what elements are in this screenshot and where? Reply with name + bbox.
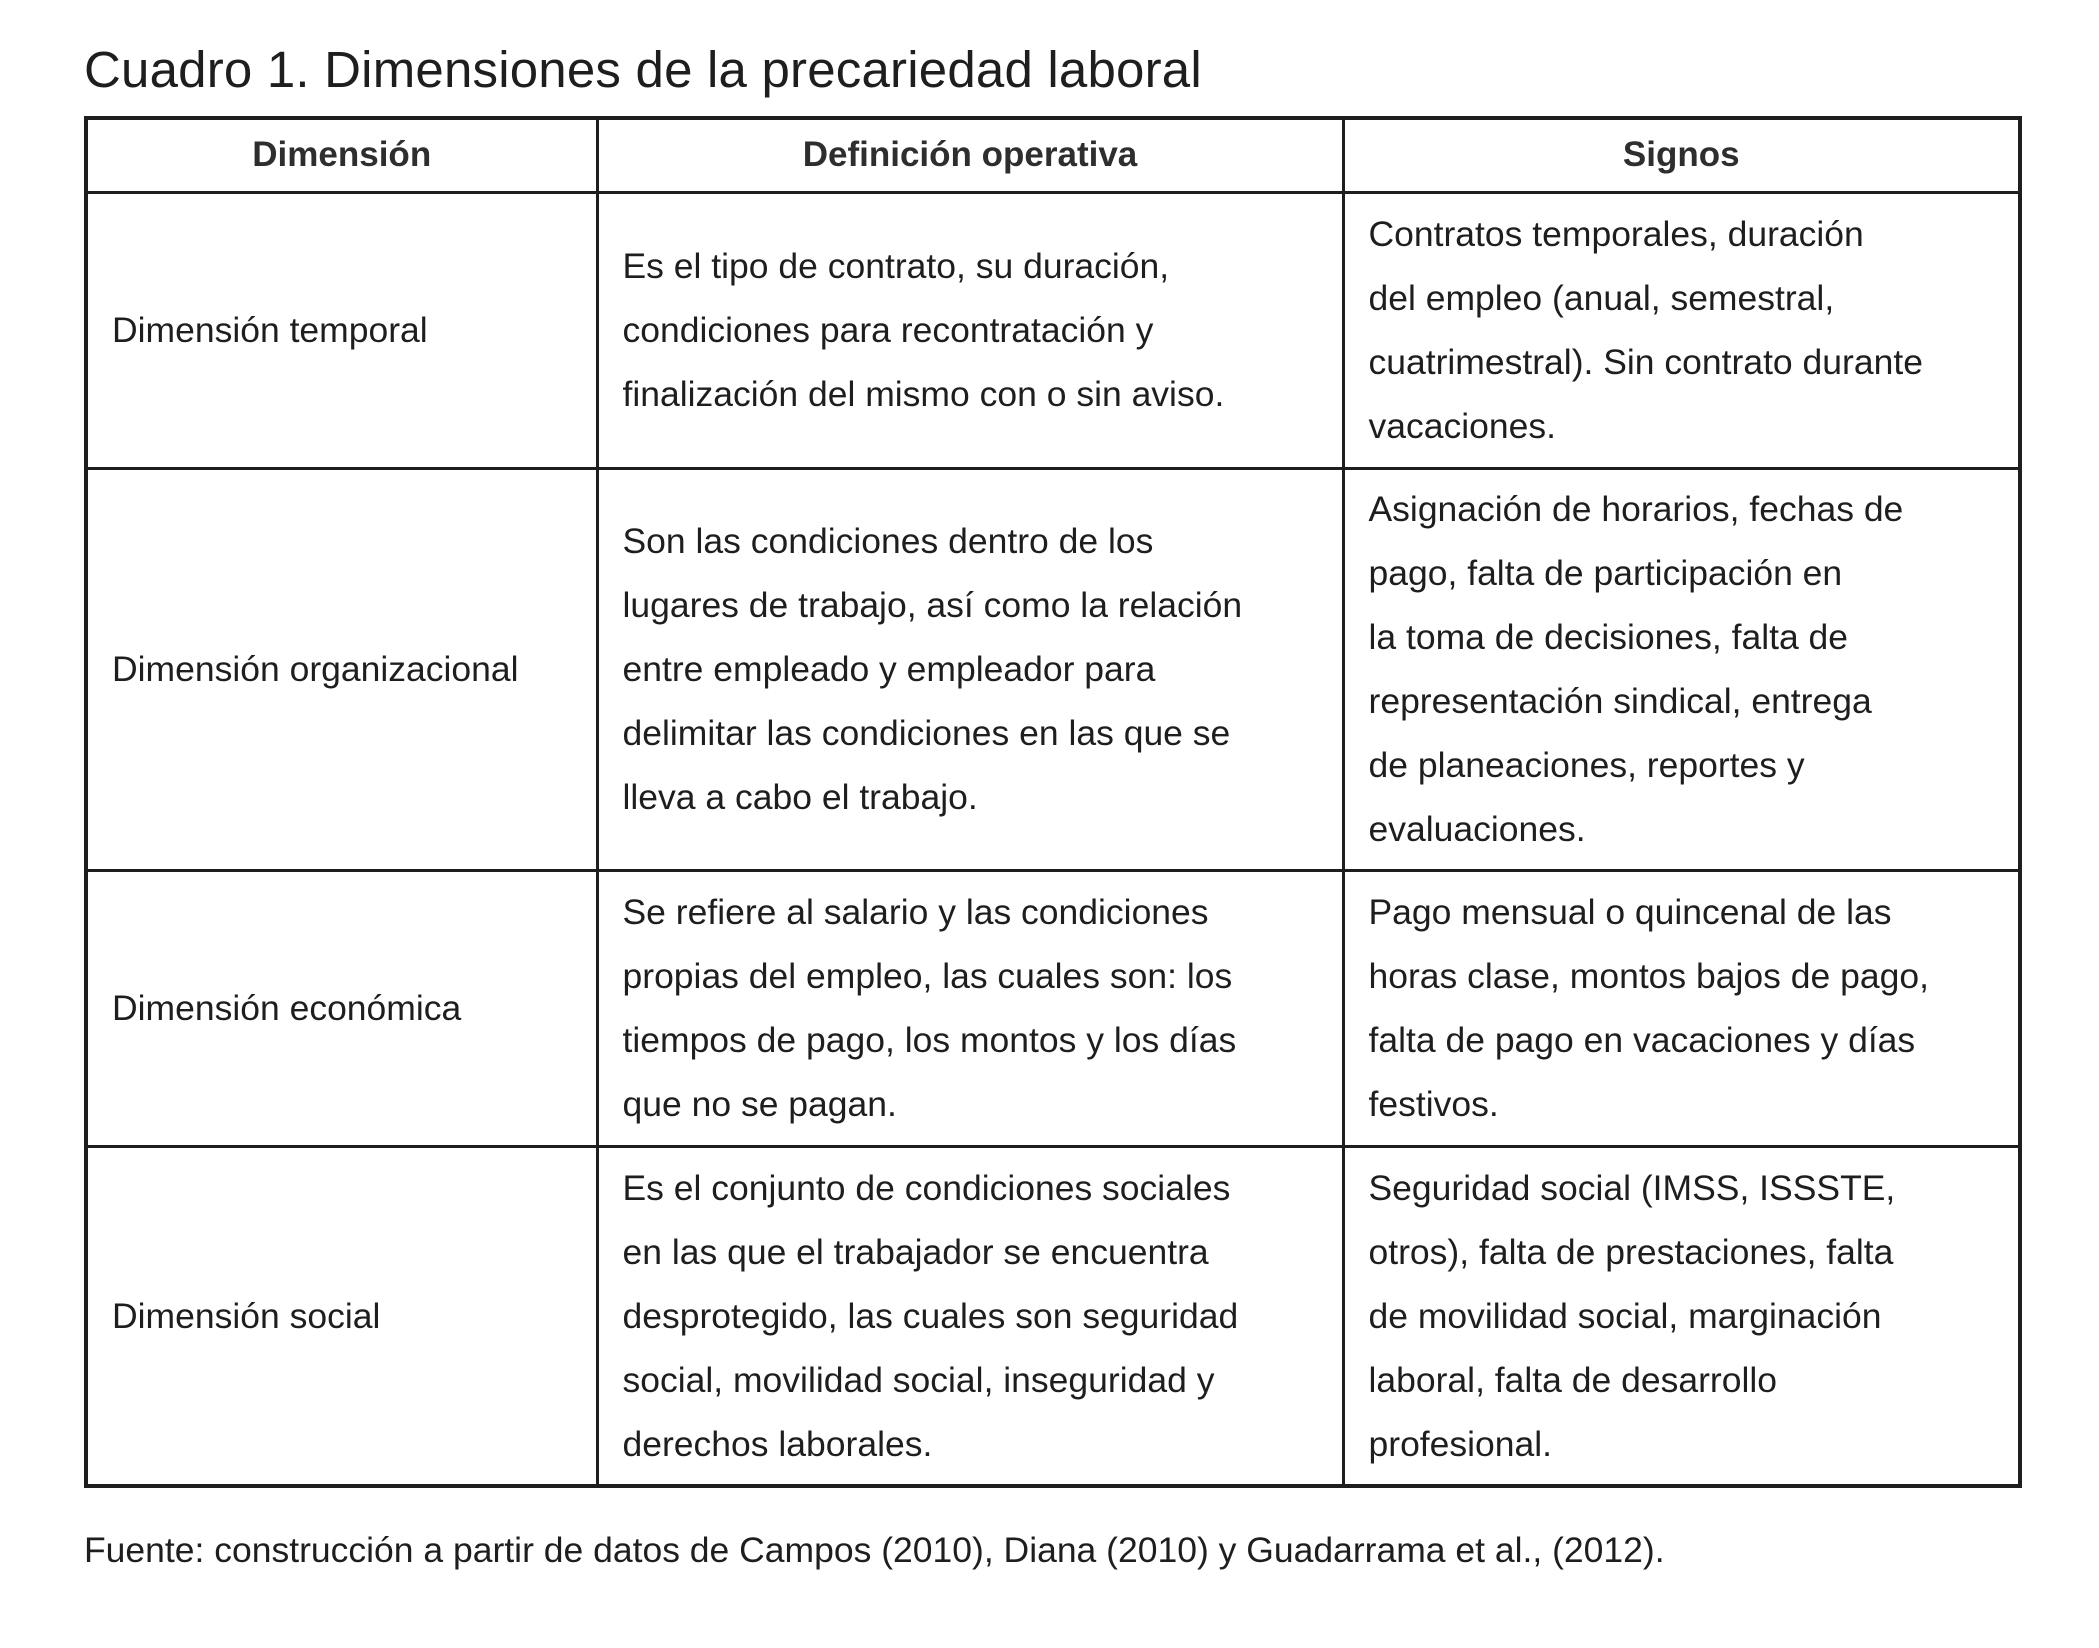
text-line: festivos. bbox=[1368, 1084, 1499, 1124]
cell-signos bbox=[1343, 192, 2020, 468]
text-line: condiciones para recontratación y bbox=[622, 310, 1154, 350]
text-line: otros), falta de prestaciones, falta bbox=[1368, 1231, 1894, 1272]
cell-definicion bbox=[597, 1146, 1343, 1486]
cell-dimension: Dimensión organizacional bbox=[86, 468, 597, 870]
text-line: horas clase, montos bajos de pago, bbox=[1368, 956, 1929, 996]
header-definicion: Definición operativa bbox=[597, 118, 1343, 192]
text-line: entre empleado y empleador para bbox=[622, 649, 1156, 689]
cell-dimension: Dimensión social bbox=[86, 1146, 597, 1486]
table-caption-title: Cuadro 1. Dimensiones de la precariedad laboral bbox=[84, 41, 1202, 98]
text-line: la toma de decisiones, falta de bbox=[1368, 617, 1849, 657]
text-line: Se refiere al salario y las condiciones bbox=[622, 892, 1209, 932]
table-row bbox=[86, 192, 2020, 468]
cell-dimension: Dimensión temporal bbox=[86, 192, 597, 468]
text-line: del empleo (anual, semestral, bbox=[1368, 278, 1835, 318]
text-line: pago, falta de participación en bbox=[1368, 553, 1843, 593]
text-line: Es el conjunto de condiciones sociales bbox=[622, 1167, 1231, 1208]
text-line: laboral, falta de desarrollo bbox=[1368, 1359, 1777, 1400]
table-row bbox=[86, 870, 2020, 1146]
text-line: cuatrimestral). Sin contrato durante bbox=[1368, 342, 1923, 382]
text-line: que no se pagan. bbox=[622, 1084, 897, 1124]
text-line: falta de pago en vacaciones y días bbox=[1368, 1020, 1916, 1060]
text-line: Pago mensual o quincenal de las bbox=[1368, 892, 1892, 932]
text-line: delimitar las condiciones en las que se bbox=[622, 713, 1231, 753]
cell-dimension: Dimensión económica bbox=[86, 870, 597, 1146]
cell-signos bbox=[1343, 468, 2020, 870]
text-line: evaluaciones. bbox=[1368, 809, 1586, 849]
text-line: en las que el trabajador se encuentra bbox=[622, 1231, 1209, 1272]
text-line: lugares de trabajo, así como la relación bbox=[622, 585, 1243, 625]
table-row bbox=[86, 468, 2020, 870]
text-line: desprotegido, las cuales son seguridad bbox=[622, 1295, 1239, 1336]
text-line: Contratos temporales, duración bbox=[1368, 214, 1864, 254]
header-dimension: Dimensión bbox=[86, 118, 597, 192]
cell-signos bbox=[1343, 1146, 2020, 1486]
text-line: Seguridad social (IMSS, ISSSTE, bbox=[1368, 1167, 1896, 1208]
text-line: lleva a cabo el trabajo. bbox=[622, 777, 978, 817]
text-line: profesional. bbox=[1368, 1423, 1553, 1464]
source-note: Fuente: construcción a partir de datos de Campos (2010), Diana (2010) y Guadarrama et al., (2012). bbox=[84, 1530, 1665, 1570]
header-signos: Signos bbox=[1343, 118, 2020, 192]
text-line: Es el tipo de contrato, su duración, bbox=[622, 246, 1170, 286]
text-line: derechos laborales. bbox=[622, 1423, 933, 1464]
cell-signos bbox=[1343, 870, 2020, 1146]
text-line: social, movilidad social, inseguridad y bbox=[622, 1359, 1215, 1400]
text-line: Son las condiciones dentro de los bbox=[622, 521, 1154, 561]
cell-definicion bbox=[597, 468, 1343, 870]
text-line: finalización del mismo con o sin aviso. bbox=[622, 374, 1225, 414]
text-line: propias del empleo, las cuales son: los bbox=[622, 956, 1233, 996]
cell-definicion bbox=[597, 870, 1343, 1146]
text-line: tiempos de pago, los montos y los días bbox=[622, 1020, 1237, 1060]
text-line: de planeaciones, reportes y bbox=[1368, 745, 1805, 785]
text-line: de movilidad social, marginación bbox=[1368, 1295, 1882, 1336]
text-line: Asignación de horarios, fechas de bbox=[1368, 489, 1904, 529]
table-header-row bbox=[86, 118, 2020, 192]
table-row bbox=[86, 1146, 2020, 1486]
text-line: representación sindical, entrega bbox=[1368, 681, 1872, 721]
cell-definicion bbox=[597, 192, 1343, 468]
text-line: vacaciones. bbox=[1368, 406, 1556, 446]
dimensions-table bbox=[84, 116, 2022, 1488]
